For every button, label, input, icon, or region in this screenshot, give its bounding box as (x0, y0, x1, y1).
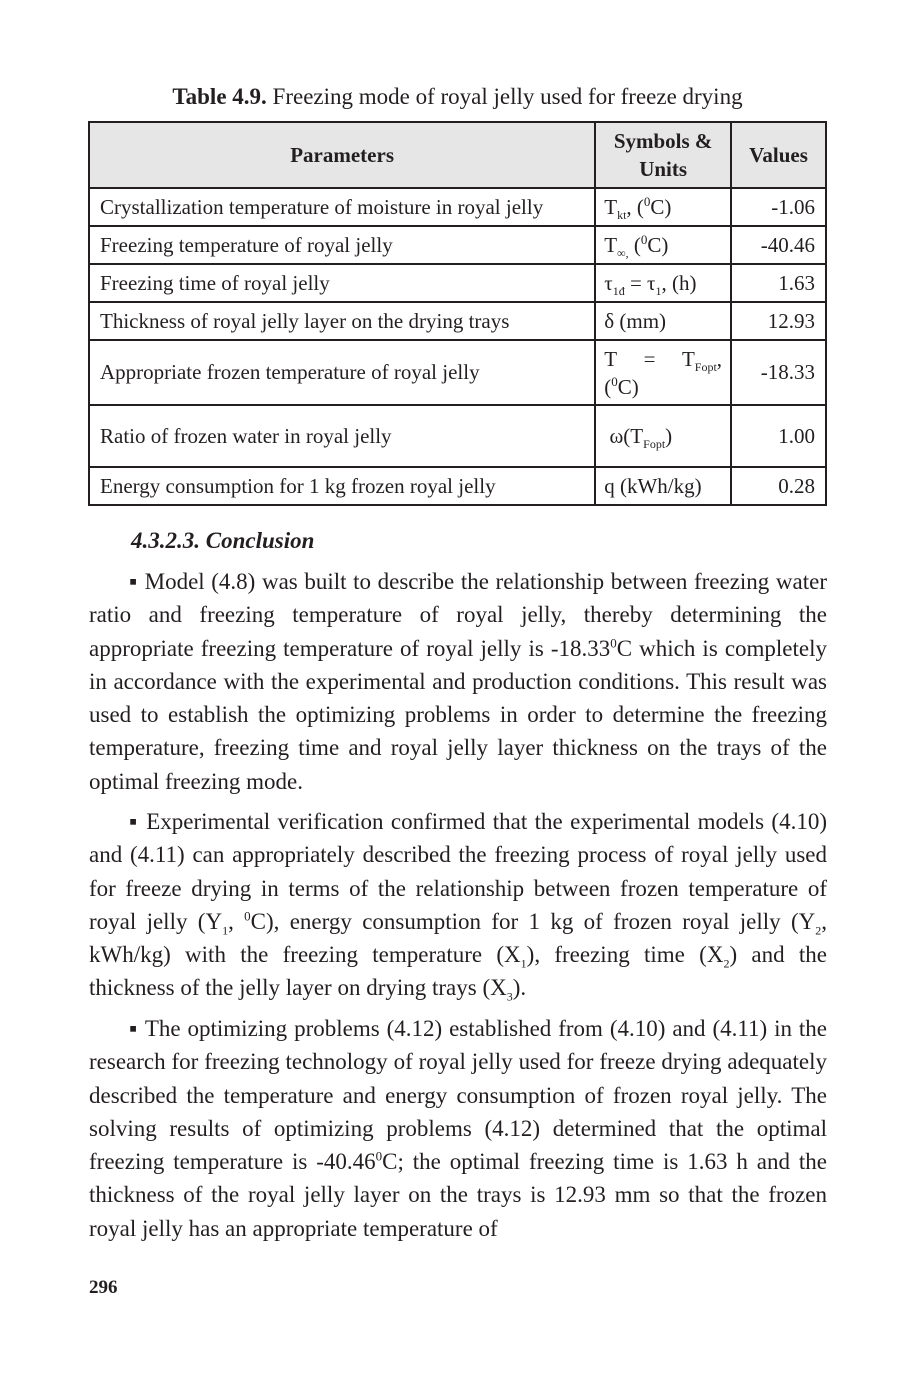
symbol-cell: $T_{\infty,}$ ($^0$C) (595, 226, 731, 264)
value-cell: 0.28 (731, 467, 826, 505)
parameter-cell: Energy consumption for 1 kg frozen royal jelly (89, 467, 595, 505)
symbol-cell: δ (mm) (595, 302, 731, 340)
parameter-cell: Thickness of royal jelly layer on the drying trays (89, 302, 595, 340)
parameter-cell: Freezing temperature of royal jelly (89, 226, 595, 264)
table-row (89, 302, 826, 340)
parameter-cell: Crystallization temperature of moisture in royal jelly (89, 188, 595, 226)
conclusion-paragraph-2: ▪ Experimental verification confirmed that the experimental models (4.10) and (4.11) can appropriately described the freezing process of royal jelly used for freeze drying in terms of the relationship between frozen temperature of royal jelly ($Y_1$, $^0$C), energy consumption for 1 kg of frozen royal jelly ($Y_2$, kWh/kg) with the freezing temperature $(X_1)$, freezing time $(X_2)$ and the thickness of the jelly layer on drying trays $(X_3)$. (89, 809, 828, 1005)
conclusion-paragraph-1: ▪ Model (4.8) was built to describe the relationship between freezing water ratio and freezing temperature of royal jelly, thereby determining the appropriate freezing temperature of royal jelly is -18.33$^0$C which is completely in accordance with the experimental and production conditions. This result was used to establish the optimizing problems in order to determine the freezing temperature, freezing time and royal jelly layer thickness on the trays of the optimal freezing mode. (89, 569, 828, 794)
value-cell: -1.06 (731, 188, 826, 226)
symbol-cell: $T_{kt}$, ($^0$C) (595, 188, 731, 226)
table-row (89, 467, 826, 505)
value-cell: 12.93 (731, 302, 826, 340)
value-cell: 1.63 (731, 264, 826, 302)
table-row (89, 405, 826, 467)
conclusion-paragraph-3: ▪ The optimizing problems (4.12) established from (4.10) and (4.11) in the research for freezing technology of royal jelly used for freeze drying adequately described the temperature and energy consumption of frozen royal jelly. The solving results of optimizing problems (4.12) determined that the optimal freezing temperature is -40.46$^0$C; the optimal freezing time is 1.63 h and the thickness of the royal jelly layer on the trays is 12.93 mm so that the frozen royal jelly has an appropriate temperature of (89, 1016, 827, 1241)
value-cell: 1.00 (731, 405, 826, 467)
header-parameters: Parameters (89, 122, 595, 188)
section-heading: 4.3.2.3. Conclusion (131, 528, 315, 553)
table-row (89, 264, 826, 302)
value-cell: -18.33 (731, 340, 826, 405)
symbol-cell: $\tau_{1đ} = \tau_1$, (h) (595, 264, 731, 302)
header-values: Values (731, 122, 826, 188)
table-row (89, 188, 826, 226)
parameter-cell: Ratio of frozen water in royal jelly (89, 405, 595, 467)
table-caption (0, 82, 915, 112)
value-cell: -40.46 (731, 226, 826, 264)
table-caption-text: Freezing mode of royal jelly used for freeze drying (266, 84, 743, 109)
symbol-cell: T = $T_{Fopt}$, ($^0$C) (595, 340, 731, 405)
table-caption-label: Table 4.9. (172, 84, 267, 109)
parameter-cell: Freezing time of royal jelly (89, 264, 595, 302)
page-number: 296 (89, 1277, 118, 1298)
header-symbols-units: Symbols & Units (595, 122, 731, 188)
table-header-row (89, 122, 826, 188)
parameter-cell: Appropriate frozen temperature of royal jelly (89, 340, 595, 405)
table-row (89, 226, 826, 264)
table-row (89, 340, 826, 405)
symbol-cell: $\omega(T_{Fopt})$ (595, 405, 731, 467)
symbol-cell: q (kWh/kg) (595, 467, 731, 505)
freezing-mode-table (88, 121, 827, 506)
